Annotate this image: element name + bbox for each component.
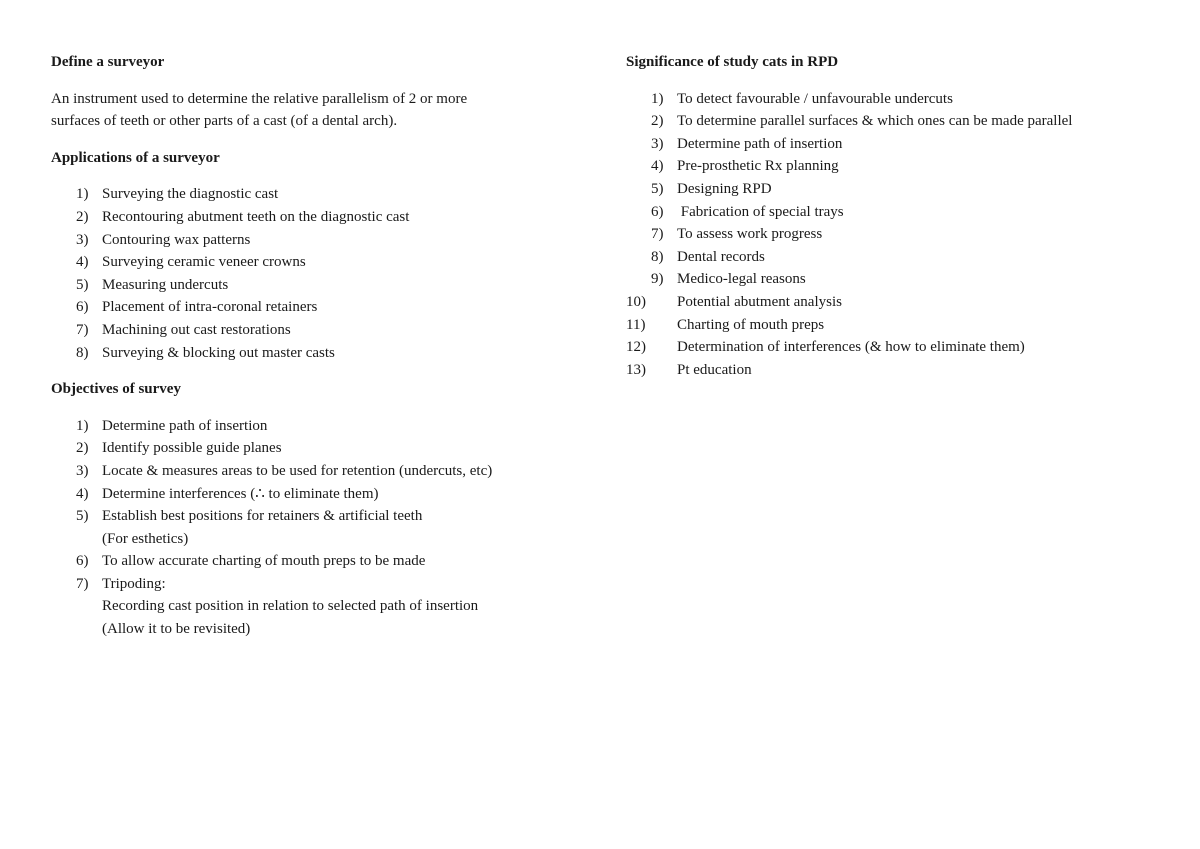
list-item <box>51 183 591 206</box>
list-item <box>51 483 591 506</box>
list-item <box>626 268 1166 291</box>
list-item <box>626 155 1166 178</box>
left-column <box>51 51 591 641</box>
list-item <box>626 201 1166 224</box>
significance-heading: Significance of study cats in RPD <box>626 54 839 70</box>
item-text: Determination of interferences (& how to eliminate them) <box>677 339 1025 356</box>
list-item <box>626 314 1166 337</box>
item-number: 1) <box>651 90 664 107</box>
list-item <box>51 460 591 483</box>
list-item <box>626 178 1166 201</box>
list-item <box>51 342 591 365</box>
item-number: 2) <box>651 113 664 130</box>
item-number: 5) <box>76 276 89 293</box>
item-number: 7) <box>651 226 664 243</box>
list-item <box>51 319 591 342</box>
list-item <box>51 415 591 438</box>
item-number: 3) <box>76 231 89 248</box>
item-text: Tripoding: <box>102 575 166 592</box>
item-subtext: (Allow it to be revisited) <box>102 621 251 638</box>
item-number: 9) <box>651 271 664 288</box>
item-text: Charting of mouth preps <box>677 316 825 333</box>
item-number: 2) <box>76 208 89 225</box>
item-text: Pt education <box>677 361 752 378</box>
item-text: Pre-prosthetic Rx planning <box>677 158 839 175</box>
item-number: 4) <box>76 485 89 502</box>
item-number: 8) <box>651 248 664 265</box>
item-subtext: (For esthetics) <box>102 530 189 547</box>
item-number: 4) <box>76 254 89 271</box>
item-text: Dental records <box>677 248 765 265</box>
item-text: Surveying ceramic veneer crowns <box>102 254 306 271</box>
item-text: Designing RPD <box>677 180 772 197</box>
item-number: 3) <box>76 462 89 479</box>
item-text: Locate & measures areas to be used for retention (undercuts, etc) <box>102 462 493 479</box>
list-item <box>51 274 591 297</box>
item-number: 7) <box>76 321 89 338</box>
objectives-list <box>51 415 591 641</box>
list-item <box>626 133 1166 156</box>
item-text: Determine path of insertion <box>102 417 268 434</box>
item-number: 2) <box>76 440 89 457</box>
list-item <box>51 573 591 641</box>
define-paragraph <box>51 88 591 133</box>
item-text: Determine path of insertion <box>677 135 843 152</box>
item-text: Fabrication of special trays <box>677 203 844 220</box>
item-text: Machining out cast restorations <box>102 321 291 338</box>
item-text: Medico-legal reasons <box>677 271 806 288</box>
list-item <box>626 223 1166 246</box>
item-number: 6) <box>651 203 664 220</box>
item-text: Contouring wax patterns <box>102 231 251 248</box>
item-number: 11) <box>626 316 646 333</box>
item-text: To determine parallel surfaces & which ones can be made parallel <box>677 113 1073 130</box>
item-number: 13) <box>626 361 646 378</box>
item-number: 1) <box>76 417 89 434</box>
item-text: Placement of intra-coronal retainers <box>102 299 318 316</box>
item-number: 1) <box>76 186 89 203</box>
objectives-heading: Objectives of survey <box>51 381 181 398</box>
item-text: Determine interferences (∴ to eliminate them) <box>102 485 379 502</box>
item-text: Surveying the diagnostic cast <box>102 186 279 203</box>
item-number: 10) <box>626 293 646 310</box>
list-item <box>626 246 1166 269</box>
applications-list <box>51 183 591 364</box>
item-number: 4) <box>651 158 664 175</box>
list-item <box>51 206 591 229</box>
list-item <box>51 296 591 319</box>
item-number: 6) <box>76 553 89 570</box>
item-text: Identify possible guide planes <box>102 440 282 457</box>
list-item <box>51 229 591 252</box>
list-item <box>51 251 591 274</box>
item-text: Establish best positions for retainers & artificial teeth <box>102 508 423 525</box>
item-text: Measuring undercuts <box>102 276 229 293</box>
item-number: 5) <box>651 180 664 197</box>
list-item <box>626 110 1166 133</box>
item-number: 8) <box>76 344 89 361</box>
item-text: To assess work progress <box>677 226 823 243</box>
define-text-line: surfaces of teeth or other parts of a cast (of a dental arch). <box>51 113 398 130</box>
item-text: Recontouring abutment teeth on the diagnostic cast <box>102 208 410 225</box>
define-heading: Define a surveyor <box>51 54 165 70</box>
significance-list <box>626 88 1166 382</box>
list-item <box>51 505 591 550</box>
list-item <box>626 359 1166 382</box>
item-number: 12) <box>626 339 646 356</box>
item-number: 3) <box>651 135 664 152</box>
applications-heading: Applications of a surveyor <box>51 149 220 166</box>
right-column <box>626 51 1166 381</box>
list-item <box>51 437 591 460</box>
list-item <box>626 336 1166 359</box>
item-number: 5) <box>76 508 89 525</box>
list-item <box>626 88 1166 111</box>
item-text: Surveying & blocking out master casts <box>102 344 335 361</box>
define-text-line: An instrument used to determine the relative parallelism of 2 or more <box>51 90 468 107</box>
item-number: 6) <box>76 299 89 316</box>
item-text: To detect favourable / unfavourable undercuts <box>677 90 953 107</box>
item-text: Potential abutment analysis <box>677 293 842 310</box>
list-item <box>626 291 1166 314</box>
item-number: 7) <box>76 575 89 592</box>
list-item <box>51 550 591 573</box>
item-text: To allow accurate charting of mouth preps to be made <box>102 553 426 570</box>
item-subtext: Recording cast position in relation to selected path of insertion <box>102 598 479 615</box>
